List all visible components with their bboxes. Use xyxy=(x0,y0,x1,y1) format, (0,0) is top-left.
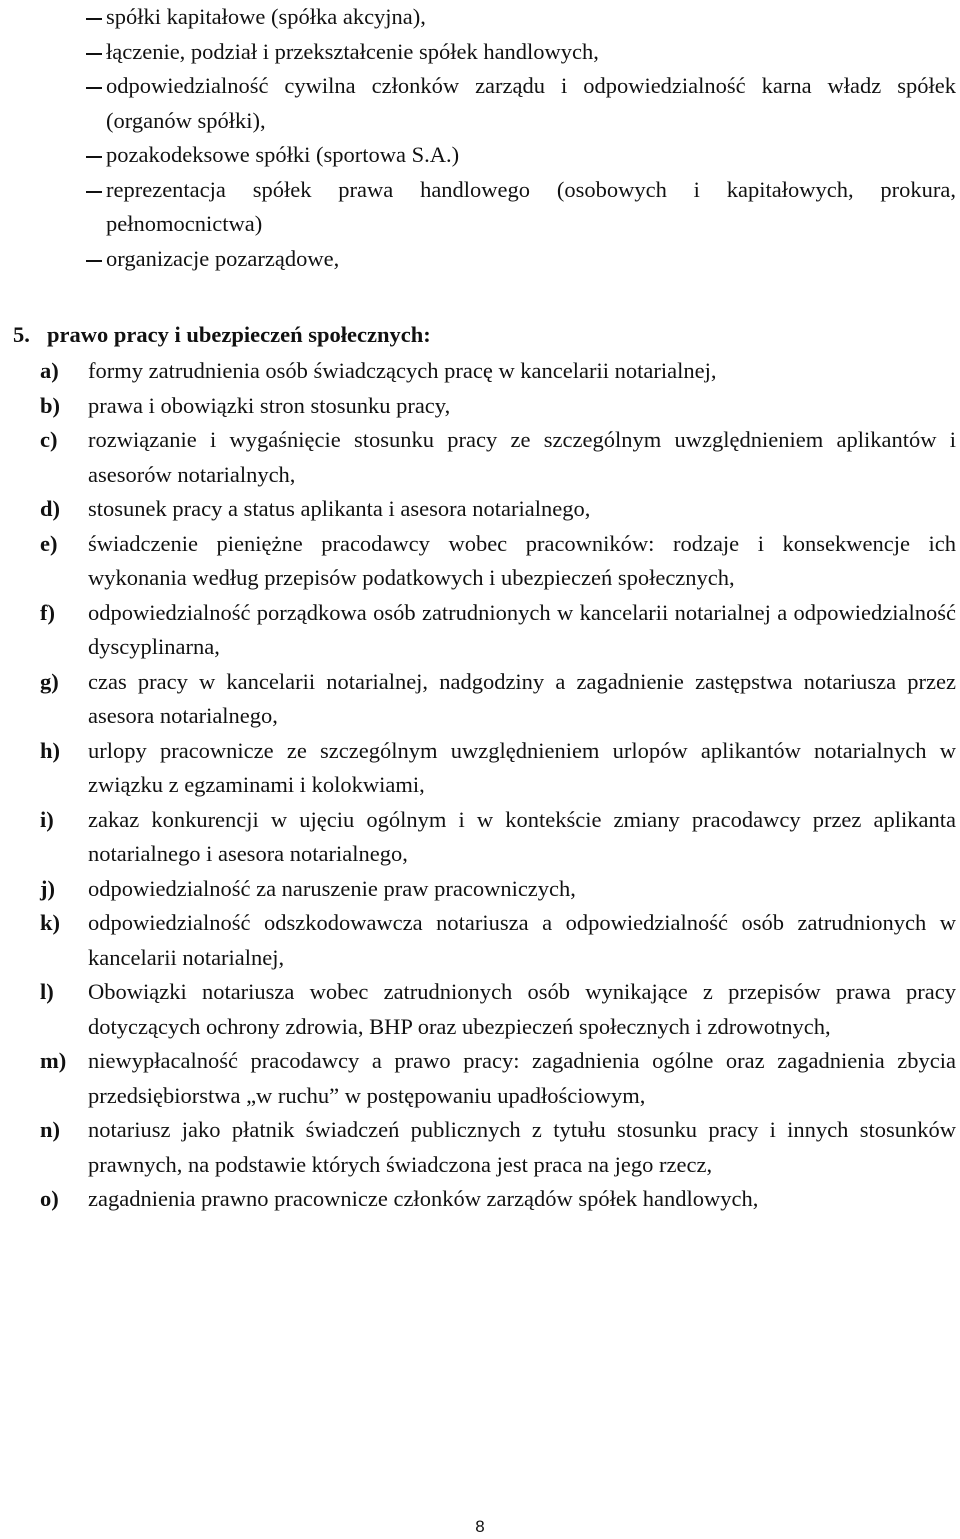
dash-list-item xyxy=(86,69,956,138)
list-item xyxy=(40,665,956,734)
list-item xyxy=(40,389,956,424)
dash-item-text: spółki kapitałowe (spółka akcyjna), xyxy=(106,4,426,29)
item-letter: d) xyxy=(40,496,61,521)
item-letter: o) xyxy=(40,1186,59,1211)
list-item xyxy=(40,872,956,907)
item-letter: e) xyxy=(40,530,58,556)
item-text: odpowiedzialność porządkowa osób zatrudnionych w kancelarii notarialnej a odpowiedzialność dyscyplinarna, xyxy=(88,599,956,659)
item-text: odpowiedzialność odszkodowawcza notariusza a odpowiedzialność osób zatrudnionych w kancelarii notarialnej, xyxy=(88,910,956,970)
dash-item-text: reprezentacja spółek prawa handlowego (osobowych i kapitałowych, prokura, pełnomocnictwa) xyxy=(106,176,956,236)
item-letter: i) xyxy=(40,806,54,832)
item-letter: c) xyxy=(40,427,58,452)
item-text: notariusz jako płatnik świadczeń publicznych z tytułu stosunku pracy i innych stosunków prawnych, na podstawie których świadczona jest praca na jego rzecz, xyxy=(88,1117,956,1177)
dash-item-text: łączenie, podział i przekształcenie spółek handlowych, xyxy=(106,38,599,64)
item-letter: f) xyxy=(40,599,55,625)
item-text: formy zatrudnienia osób świadczących pracę w kancelarii notarialnej, xyxy=(88,358,717,383)
item-text: zagadnienia prawno pracownicze członków zarządów spółek handlowych, xyxy=(88,1186,759,1211)
list-item xyxy=(40,354,956,389)
item-text: stosunek pracy a status aplikanta i asesora notarialnego, xyxy=(88,496,591,521)
list-item xyxy=(40,734,956,803)
list-item xyxy=(40,423,956,492)
item-text: niewypłacalność pracodawcy a prawo pracy: zagadnienia ogólne oraz zagadnienia zbycia przedsiębiorstwa „w ruchu” w postępowaniu upadłościowym, xyxy=(88,1048,956,1108)
dash-item-text: odpowiedzialność cywilna członków zarządu i odpowiedzialność karna władz spółek (organów spółki), xyxy=(106,73,956,133)
item-text: czas pracy w kancelarii notarialnej, nadgodziny a zagadnienie zastępstwa notariusza przez asesora notarialnego, xyxy=(88,668,956,728)
list-item xyxy=(40,1044,956,1113)
item-letter: j) xyxy=(40,875,55,901)
list-item xyxy=(40,596,956,665)
list-item xyxy=(40,906,956,975)
dash-list-item xyxy=(86,242,956,277)
dash-list xyxy=(86,0,956,276)
item-text: odpowiedzialność za naruszenie praw pracowniczych, xyxy=(88,875,576,901)
item-text: Obowiązki notariusza wobec zatrudnionych osób wynikające z przepisów prawa pracy dotyczących ochrony zdrowia, BHP oraz ubezpieczeń społecznych i zdrowotnych, xyxy=(88,979,956,1039)
dash-list-item xyxy=(86,173,956,242)
section-number: 5. xyxy=(13,322,30,347)
section-heading xyxy=(13,318,431,353)
item-text: rozwiązanie i wygaśnięcie stosunku pracy ze szczególnym uwzględnieniem aplikantów i asesorów notarialnych, xyxy=(88,427,956,487)
list-item xyxy=(40,1113,956,1182)
section-title: prawo pracy i ubezpieczeń społecznych: xyxy=(47,322,431,347)
item-letter: n) xyxy=(40,1117,61,1142)
item-letter: k) xyxy=(40,910,61,935)
list-item xyxy=(40,492,956,527)
list-item xyxy=(40,975,956,1044)
item-text: urlopy pracownicze ze szczególnym uwzględnieniem urlopów aplikantów notarialnych w związku z egzaminami i kolokwiami, xyxy=(88,737,956,797)
item-letter: m) xyxy=(40,1048,67,1073)
list-item xyxy=(40,803,956,872)
item-text: zakaz konkurencji w ujęciu ogólnym i w kontekście zmiany pracodawcy przez aplikanta notarialnego i asesora notarialnego, xyxy=(88,806,956,866)
item-letter: l) xyxy=(40,979,54,1004)
dash-list-item xyxy=(86,0,956,35)
list-item xyxy=(40,527,956,596)
item-letter: g) xyxy=(40,668,59,694)
dash-list-item xyxy=(86,35,956,70)
page-number: 8 xyxy=(475,1517,485,1536)
item-letter: b) xyxy=(40,392,61,418)
item-text: świadczenie pieniężne pracodawcy wobec pracowników: rodzaje i konsekwencje ich wykonania według przepisów podatkowych i ubezpieczeń społecznych, xyxy=(88,530,956,590)
item-letter: a) xyxy=(40,358,59,383)
list-item xyxy=(40,1182,956,1217)
item-text: prawa i obowiązki stron stosunku pracy, xyxy=(88,392,451,418)
dash-item-text: organizacje pozarządowe, xyxy=(106,245,340,271)
dash-list-item xyxy=(86,138,956,173)
dash-item-text: pozakodeksowe spółki (sportowa S.A.) xyxy=(106,142,460,167)
item-letter: h) xyxy=(40,737,61,763)
lettered-list xyxy=(40,354,956,1217)
